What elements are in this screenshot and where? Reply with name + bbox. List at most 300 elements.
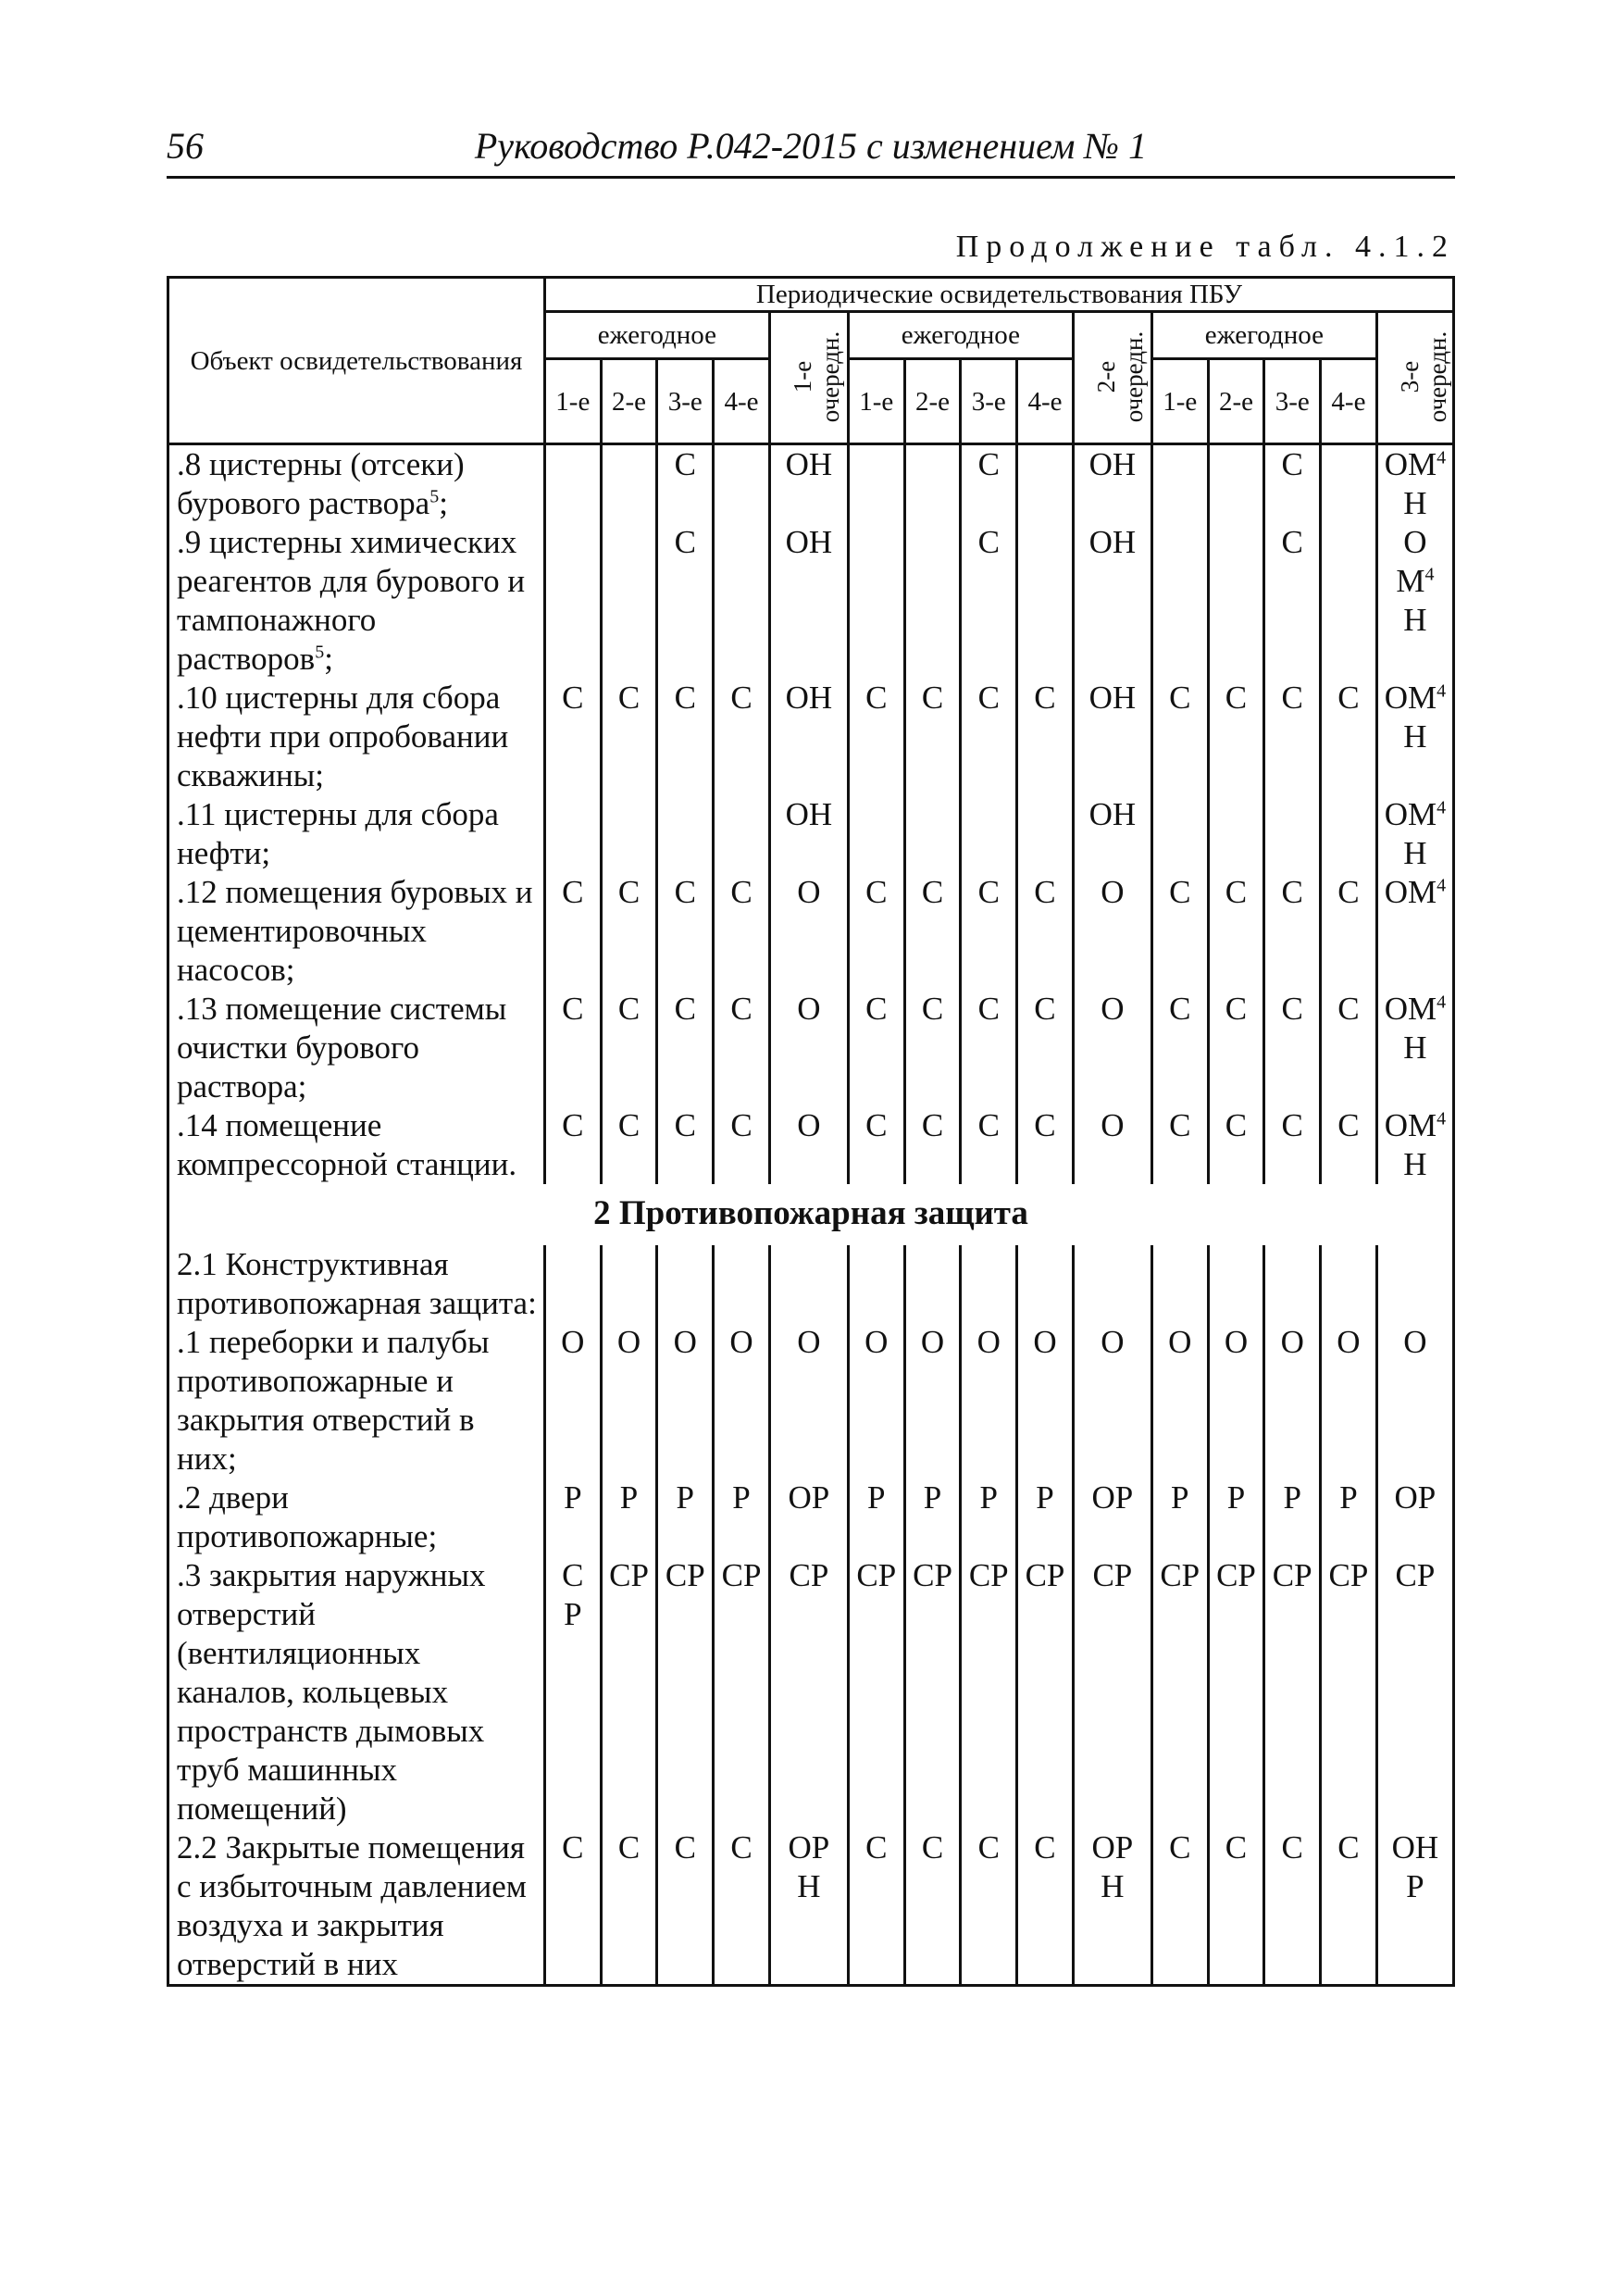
code-cell	[848, 990, 904, 1106]
survey-code: Н	[1403, 1146, 1427, 1182]
survey-code: Н	[1101, 1868, 1125, 1904]
survey-code: С	[1225, 1829, 1248, 1866]
code-cell	[601, 523, 657, 679]
survey-code: С	[562, 1107, 584, 1143]
code-cell	[1321, 795, 1377, 873]
object-cell	[168, 873, 545, 990]
code-cell	[1017, 1828, 1074, 1986]
survey-code: С	[1169, 991, 1191, 1027]
survey-code: С	[1034, 680, 1056, 716]
survey-code: С	[1169, 1829, 1191, 1866]
table-header	[168, 278, 1454, 444]
survey-code: С	[617, 680, 641, 716]
table-row	[168, 444, 1454, 524]
survey-code: С	[674, 1829, 696, 1866]
survey-code: Р	[979, 1479, 998, 1516]
code-cell	[1321, 990, 1377, 1106]
survey-code: $ОМ^4$	[1384, 446, 1447, 482]
code-cell	[714, 444, 770, 524]
table-row	[168, 1479, 1454, 1556]
object-cell	[168, 795, 545, 873]
survey-code: С	[562, 874, 584, 910]
code-cell	[1376, 444, 1453, 524]
code-cell	[848, 679, 904, 795]
code-cell	[714, 795, 770, 873]
code-cell	[544, 1828, 601, 1986]
survey-code: С	[1169, 680, 1191, 716]
survey-code: С	[1225, 874, 1248, 910]
survey-code: С	[730, 874, 753, 910]
survey-code: О	[561, 1324, 585, 1360]
code-cell	[1321, 444, 1377, 524]
code-cell	[1264, 523, 1321, 679]
survey-code: Р	[1406, 1868, 1424, 1904]
code-cell	[961, 523, 1017, 679]
code-cell	[1208, 523, 1264, 679]
object-cell	[168, 1479, 545, 1556]
survey-code: $ОМ^4$	[1384, 874, 1447, 910]
code-cell	[714, 1245, 770, 1323]
code-cell	[1376, 873, 1453, 990]
survey-code: О	[1101, 991, 1125, 1027]
object-cell	[168, 1323, 545, 1479]
object-cell	[168, 444, 545, 524]
survey-code: С	[921, 1829, 944, 1866]
code-cell	[1151, 795, 1208, 873]
code-cell	[1208, 1556, 1264, 1828]
survey-code: ОР	[788, 1479, 830, 1516]
survey-code: С	[730, 1829, 753, 1866]
code-cell	[714, 523, 770, 679]
code-cell	[1208, 1479, 1264, 1556]
code-cell	[1073, 523, 1151, 679]
survey-code: С	[1034, 991, 1056, 1027]
survey-code: С	[865, 680, 888, 716]
code-cell	[848, 1245, 904, 1323]
code-cell	[1151, 679, 1208, 795]
code-cell	[904, 444, 961, 524]
object-text: .13 помещение системы очистки бурового раствора;	[177, 991, 507, 1104]
survey-code: Н	[1403, 835, 1427, 871]
survey-code: ОН	[1088, 524, 1137, 560]
code-cell	[714, 990, 770, 1106]
code-cell	[657, 679, 714, 795]
survey-code: С	[1337, 1107, 1360, 1143]
survey-code: С	[1034, 1829, 1056, 1866]
table-body-drilling	[168, 444, 1454, 1185]
code-cell	[1321, 1556, 1377, 1828]
survey-code: Н	[1403, 485, 1427, 521]
survey-code: О	[1403, 1324, 1427, 1360]
survey-code: О	[1101, 1324, 1125, 1360]
table-row	[168, 1828, 1454, 1986]
survey-code: ОН	[785, 446, 833, 482]
survey-code: С	[1225, 1107, 1248, 1143]
survey-code: С	[674, 991, 696, 1027]
header-periodic: Периодические освидетельствования ПБУ	[544, 278, 1453, 312]
code-cell	[961, 1556, 1017, 1828]
table-row	[168, 990, 1454, 1106]
survey-code: С	[865, 1829, 888, 1866]
code-cell	[769, 1556, 848, 1828]
header-sub-1: 1-е	[1151, 359, 1208, 444]
code-cell	[544, 1106, 601, 1184]
code-cell	[848, 873, 904, 990]
object-text: .2 двери противопожарные;	[177, 1479, 438, 1554]
survey-code: О	[1337, 1324, 1361, 1360]
object-text: .10 цистерны для сбора нефти при опробовании скважины;	[177, 680, 509, 793]
code-cell	[601, 873, 657, 990]
object-cell	[168, 1245, 545, 1323]
code-cell	[1017, 1323, 1074, 1479]
table-section	[168, 1184, 1454, 1245]
code-cell	[657, 444, 714, 524]
table-row	[168, 1245, 1454, 1323]
code-cell	[544, 1245, 601, 1323]
header-sub-2: 2-е	[601, 359, 657, 444]
object-cell	[168, 679, 545, 795]
survey-code: С	[977, 524, 1000, 560]
survey-code: Р	[732, 1479, 751, 1516]
code-cell	[1151, 990, 1208, 1106]
code-cell	[848, 523, 904, 679]
code-cell	[1376, 990, 1453, 1106]
code-cell	[1208, 795, 1264, 873]
code-cell	[1073, 1106, 1151, 1184]
survey-code: СР	[1092, 1557, 1133, 1593]
survey-code: ОР	[788, 1829, 830, 1866]
page-number: 56	[167, 125, 204, 167]
survey-code: Н	[1403, 1029, 1427, 1066]
survey-code: ОН	[1088, 796, 1137, 832]
footnote-ref: 4	[1437, 992, 1447, 1013]
code-cell	[1208, 1323, 1264, 1479]
survey-code: С	[977, 991, 1000, 1027]
footnote-ref: 4	[1437, 447, 1447, 468]
code-cell	[601, 990, 657, 1106]
code-cell	[714, 1323, 770, 1479]
code-cell	[1264, 1106, 1321, 1184]
code-cell	[1073, 1323, 1151, 1479]
footnote-ref: 4	[1437, 797, 1447, 818]
code-cell	[1151, 873, 1208, 990]
table-continuation-label: Продолжение табл. 4.1.2	[955, 230, 1455, 264]
survey-code: С	[1337, 991, 1360, 1027]
code-cell	[657, 990, 714, 1106]
survey-code: С	[977, 1829, 1000, 1866]
survey-code: О	[1403, 524, 1427, 560]
survey-code: С	[730, 991, 753, 1027]
code-cell	[1376, 1556, 1453, 1828]
code-cell	[904, 795, 961, 873]
code-cell	[657, 1556, 714, 1828]
object-text: .1 переборки и палубы противопожарные и закрытия отверстий в них;	[177, 1324, 490, 1477]
survey-code: С	[865, 991, 888, 1027]
header-annual-2: ежегодное	[848, 312, 1073, 359]
code-cell	[961, 679, 1017, 795]
header-sub-2: 2-е	[904, 359, 961, 444]
survey-code: С	[674, 680, 696, 716]
survey-code: С	[1337, 874, 1360, 910]
code-cell	[714, 1828, 770, 1986]
code-cell	[848, 795, 904, 873]
code-cell	[904, 1106, 961, 1184]
survey-code: ОР	[1394, 1479, 1437, 1516]
survey-code: С	[562, 680, 584, 716]
code-cell	[544, 873, 601, 990]
survey-code: С	[1337, 1829, 1360, 1866]
code-cell	[1151, 1479, 1208, 1556]
survey-code: СР	[665, 1557, 705, 1593]
footnote-ref: 4	[1437, 680, 1447, 702]
code-cell	[848, 1323, 904, 1479]
code-cell	[1321, 1106, 1377, 1184]
survey-code: С	[1034, 874, 1056, 910]
code-cell	[544, 1323, 601, 1479]
survey-code: Н	[797, 1868, 821, 1904]
code-cell	[544, 444, 601, 524]
code-cell	[1321, 523, 1377, 679]
code-cell	[601, 444, 657, 524]
code-cell	[769, 1323, 848, 1479]
code-cell	[1151, 523, 1208, 679]
survey-code: С	[1281, 1829, 1303, 1866]
survey-code: С	[1169, 874, 1191, 910]
survey-code: Р	[1283, 1479, 1301, 1516]
object-cell	[168, 1556, 545, 1828]
survey-code: С	[921, 680, 944, 716]
code-cell	[1376, 1323, 1453, 1479]
survey-code: Р	[867, 1479, 886, 1516]
survey-code: С	[921, 874, 944, 910]
code-cell	[848, 1828, 904, 1986]
code-cell	[657, 1106, 714, 1184]
code-cell	[1017, 679, 1074, 795]
code-cell	[1321, 873, 1377, 990]
header-annual-3: ежегодное	[1151, 312, 1376, 359]
code-cell	[1017, 1556, 1074, 1828]
code-cell	[544, 1479, 601, 1556]
survey-code: Р	[1171, 1479, 1189, 1516]
header-sub-4: 4-е	[714, 359, 770, 444]
code-cell	[769, 873, 848, 990]
code-cell	[657, 795, 714, 873]
object-text: .11 цистерны для сбора нефти;	[177, 796, 499, 871]
code-cell	[1208, 1106, 1264, 1184]
code-cell	[544, 523, 601, 679]
code-cell	[1208, 990, 1264, 1106]
code-cell	[657, 1479, 714, 1556]
survey-code: О	[1280, 1324, 1304, 1360]
code-cell	[904, 523, 961, 679]
object-text: .3 закрытия наружных отверстий (вентиляционных каналов, кольцевых пространств дымовых труб машинных помещений)	[177, 1557, 486, 1827]
survey-code: СР	[1395, 1557, 1436, 1593]
object-text: .12 помещения буровых и цементировочных насосов;	[177, 874, 533, 988]
running-head	[167, 119, 1455, 179]
survey-code: С	[1337, 680, 1360, 716]
header-sub-1: 1-е	[848, 359, 904, 444]
running-title: Руководство Р.042-2015 с изменением № 1	[474, 125, 1148, 167]
code-cell	[1321, 1323, 1377, 1479]
code-cell	[714, 1556, 770, 1828]
code-cell	[848, 444, 904, 524]
survey-code: С	[674, 524, 696, 560]
survey-code: С	[865, 1107, 888, 1143]
code-cell	[1017, 523, 1074, 679]
survey-code: СР	[609, 1557, 649, 1593]
code-cell	[769, 444, 848, 524]
survey-code: С	[617, 1829, 641, 1866]
code-cell	[544, 679, 601, 795]
footnote-ref: 4	[1424, 564, 1435, 585]
code-cell	[1208, 1828, 1264, 1986]
survey-code: О	[729, 1324, 753, 1360]
survey-code: С	[730, 680, 753, 716]
survey-code: С	[1225, 991, 1248, 1027]
code-cell	[769, 523, 848, 679]
table-row	[168, 523, 1454, 679]
code-cell	[1321, 679, 1377, 795]
survey-code: Р	[923, 1479, 942, 1516]
header-regular-2: 2-е очередн.	[1073, 312, 1151, 444]
survey-code: О	[920, 1324, 945, 1360]
code-cell	[961, 873, 1017, 990]
survey-code: Р	[564, 1596, 582, 1632]
code-cell	[601, 1323, 657, 1479]
survey-code: ОН	[785, 796, 833, 832]
code-cell	[961, 444, 1017, 524]
survey-code: О	[797, 1324, 821, 1360]
code-cell	[769, 1479, 848, 1556]
survey-code: С	[865, 874, 888, 910]
survey-code: Н	[1403, 602, 1427, 638]
code-cell	[714, 679, 770, 795]
code-cell	[1321, 1245, 1377, 1323]
survey-code: О	[797, 874, 821, 910]
survey-code: С	[674, 1107, 696, 1143]
code-cell	[601, 1828, 657, 1986]
code-cell	[714, 1106, 770, 1184]
survey-code: СР	[968, 1557, 1009, 1593]
survey-code: ОР	[1091, 1829, 1134, 1866]
header-regular-3: 3-е очередн.	[1376, 312, 1453, 444]
code-cell	[961, 1245, 1017, 1323]
footnote-ref: 5	[315, 642, 325, 663]
survey-code: С	[921, 991, 944, 1027]
table-row	[168, 1323, 1454, 1479]
code-cell	[1264, 1479, 1321, 1556]
code-cell	[1073, 990, 1151, 1106]
survey-code: $ОМ^4$	[1384, 796, 1447, 832]
code-cell	[1017, 444, 1074, 524]
header-sub-4: 4-е	[1017, 359, 1074, 444]
survey-code: О	[1101, 874, 1125, 910]
survey-code: ОН	[1391, 1829, 1439, 1866]
header-annual-1: ежегодное	[544, 312, 769, 359]
object-text-tail: ;	[439, 485, 448, 521]
survey-code: ОР	[1091, 1479, 1134, 1516]
code-cell	[1264, 444, 1321, 524]
table-row	[168, 679, 1454, 795]
survey-code: О	[1033, 1324, 1057, 1360]
code-cell	[1376, 679, 1453, 795]
code-cell	[1151, 1106, 1208, 1184]
survey-code: $М^4$	[1396, 563, 1435, 599]
code-cell	[904, 873, 961, 990]
code-cell	[1017, 1245, 1074, 1323]
code-cell	[714, 1479, 770, 1556]
header-object: Объект освидетельствования	[168, 278, 545, 444]
code-cell	[1208, 873, 1264, 990]
code-cell	[1151, 1245, 1208, 1323]
code-cell	[1264, 795, 1321, 873]
survey-code: СР	[1328, 1557, 1369, 1593]
survey-code: С	[674, 446, 696, 482]
code-cell	[961, 1479, 1017, 1556]
survey-code: С	[1169, 1107, 1191, 1143]
code-cell	[1073, 679, 1151, 795]
code-cell	[769, 1245, 848, 1323]
code-cell	[1376, 1245, 1453, 1323]
code-cell	[1073, 444, 1151, 524]
survey-code: О	[797, 991, 821, 1027]
survey-code: ОН	[1088, 446, 1137, 482]
survey-code: Р	[564, 1479, 582, 1516]
table-body-fire-protection	[168, 1245, 1454, 1986]
survey-code: СР	[1160, 1557, 1200, 1593]
survey-code: С	[1034, 1107, 1056, 1143]
code-cell	[1376, 523, 1453, 679]
code-cell	[769, 1106, 848, 1184]
survey-code: СР	[856, 1557, 897, 1593]
survey-code: С	[1281, 1107, 1303, 1143]
code-cell	[657, 873, 714, 990]
code-cell	[1151, 1828, 1208, 1986]
survey-code: С	[617, 1107, 641, 1143]
survey-code: О	[864, 1324, 889, 1360]
code-cell	[961, 795, 1017, 873]
code-cell	[1264, 1828, 1321, 1986]
code-cell	[714, 873, 770, 990]
code-cell	[961, 1323, 1017, 1479]
survey-code: О	[616, 1324, 641, 1360]
survey-code: О	[976, 1324, 1001, 1360]
footnote-ref: 4	[1437, 875, 1447, 896]
object-cell	[168, 523, 545, 679]
code-cell	[1208, 444, 1264, 524]
table-row	[168, 873, 1454, 990]
code-cell	[1151, 1556, 1208, 1828]
survey-code: О	[673, 1324, 697, 1360]
object-text: 2.2 Закрытые помещения с избыточным давлением воздуха и закрытия отверстий в них	[177, 1829, 527, 1982]
code-cell	[1264, 1323, 1321, 1479]
survey-code: Н	[1403, 718, 1427, 755]
header-sub-1: 1-е	[544, 359, 601, 444]
survey-code: СР	[913, 1557, 952, 1593]
survey-code: СР	[789, 1557, 829, 1593]
header-regular-1: 1-е очередн.	[769, 312, 848, 444]
section-heading: 2 Противопожарная защита	[168, 1184, 1454, 1245]
code-cell	[601, 1556, 657, 1828]
code-cell	[1208, 1245, 1264, 1323]
header-sub-2: 2-е	[1208, 359, 1264, 444]
code-cell	[904, 679, 961, 795]
code-cell	[1017, 873, 1074, 990]
survey-code: СР	[721, 1557, 762, 1593]
code-cell	[544, 990, 601, 1106]
survey-code: $ОМ^4$	[1384, 680, 1447, 716]
code-cell	[1073, 1828, 1151, 1986]
